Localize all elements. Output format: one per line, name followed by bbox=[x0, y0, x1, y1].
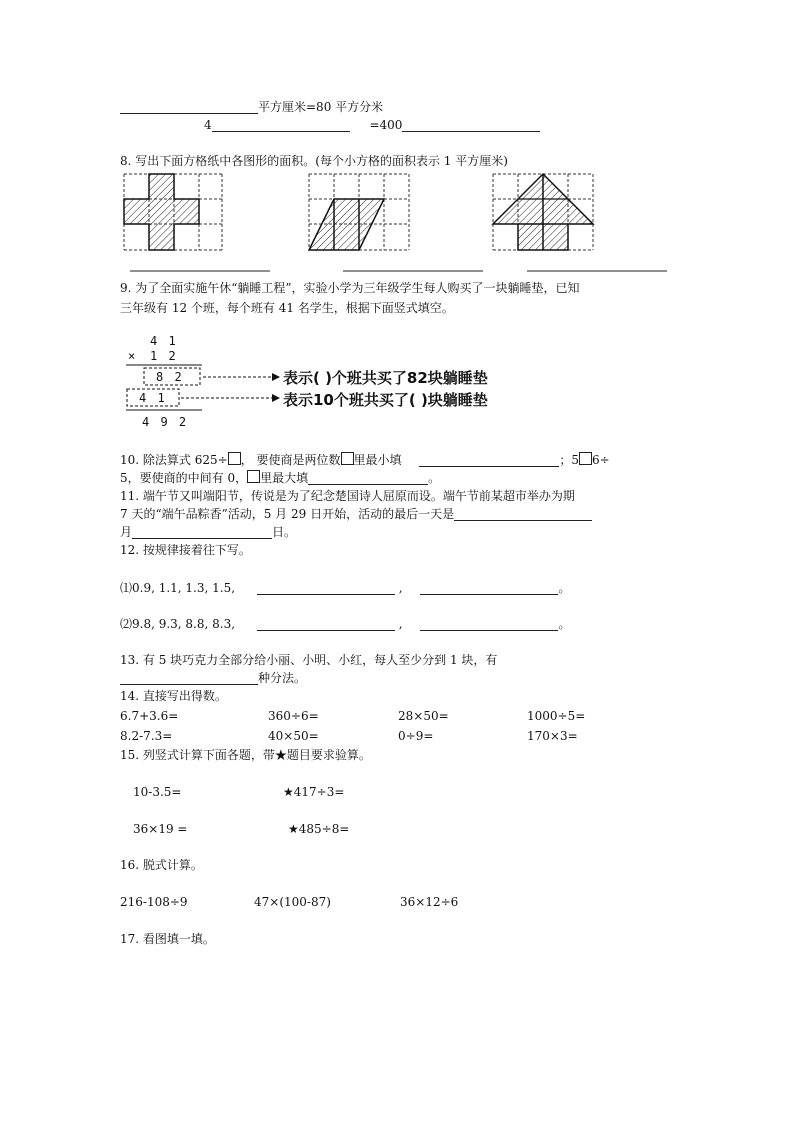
label-82: 表示( )个班共买了82块躺睡垫 bbox=[283, 369, 488, 387]
blank-box[interactable] bbox=[228, 452, 241, 465]
answer-blank[interactable] bbox=[454, 508, 592, 521]
q14-r2-c1: 8.2-7.3= bbox=[120, 729, 173, 743]
vertical-op: × bbox=[128, 349, 138, 363]
answer-blank[interactable] bbox=[308, 472, 428, 485]
q10-text-g: 里最大填 bbox=[260, 471, 309, 485]
q9-line-2: 三年级有 12 个班，每个班有 41 名学生，根据下面竖式填空。 bbox=[120, 301, 454, 315]
q10-text-h: 。 bbox=[428, 471, 441, 485]
vertical-result: 4 9 2 bbox=[142, 415, 189, 429]
q10-text-c: 里最小填 bbox=[353, 453, 402, 467]
answer-blank[interactable] bbox=[257, 618, 395, 631]
blank-box[interactable] bbox=[579, 452, 592, 465]
q10-text-f: 5，要使商的中间有 0， bbox=[120, 471, 248, 485]
comma: , bbox=[398, 581, 403, 595]
q16-b: 47×(100-87) bbox=[254, 895, 331, 909]
answer-blank[interactable] bbox=[257, 582, 395, 595]
q14-title: 14. 直接写出得数。 bbox=[120, 689, 227, 703]
unit-text: 平方厘米=80 平方分米 bbox=[258, 100, 384, 114]
q13-text: 种分法。 bbox=[258, 671, 307, 685]
q13-line-2 bbox=[120, 671, 306, 685]
q9-line-1: 9. 为了全面实施午休“躺睡工程”，实验小学为三年级学生每人购买了一块躺睡垫，已知 bbox=[120, 281, 580, 295]
box-82: 8 2 bbox=[156, 370, 184, 384]
q14-r1-c3: 28×50= bbox=[398, 709, 449, 723]
period: 。 bbox=[558, 617, 571, 631]
q10-line-1 bbox=[120, 452, 610, 467]
q14-r1-c1: 6.7+3.6= bbox=[120, 709, 179, 723]
q16-c: 36×12÷6 bbox=[400, 895, 459, 909]
q10-text-a: 10. 除法算式 625÷ bbox=[120, 453, 228, 467]
q14-r2-c2: 40×50= bbox=[268, 729, 319, 743]
q16-a: 216-108÷9 bbox=[120, 895, 188, 909]
q16-title: 16. 脱式计算。 bbox=[120, 858, 203, 872]
q15-c: 36×19 = bbox=[133, 822, 188, 836]
seq-2-text: ⑵9.8, 9.3, 8.8, 8.3, bbox=[120, 617, 236, 631]
answer-blank[interactable] bbox=[419, 454, 559, 467]
q15-title: 15. 列竖式计算下面各题，带★题目要求验算。 bbox=[120, 748, 371, 762]
day-text: 日。 bbox=[272, 525, 297, 539]
answer-blank[interactable] bbox=[132, 526, 272, 539]
q15-b: ★417÷3= bbox=[283, 785, 345, 799]
q12-seq-1 bbox=[120, 581, 570, 595]
q10-line-2 bbox=[120, 470, 440, 485]
q11-text: 7 天的“端午品粽香”活动，5 月 29 日开始，活动的最后一天是 bbox=[120, 507, 455, 521]
q14-r2-c3: 0÷9= bbox=[398, 729, 434, 743]
q11-line-1: 11. 端午节又叫端阳节，传说是为了纪念楚国诗人屈原而设。端午节前某超市举办为期 bbox=[120, 489, 575, 503]
q10-text-e: 6÷ bbox=[592, 453, 610, 467]
q13-line-1: 13. 有 5 块巧克力全部分给小丽、小明、小红，每人至少分到 1 块，有 bbox=[120, 653, 498, 667]
vertical-row-2: 1 2 bbox=[150, 349, 178, 363]
q15-a: 10-3.5= bbox=[133, 785, 182, 799]
q14-r1-c4: 1000÷5= bbox=[527, 709, 586, 723]
q8-text: 8. 写出下面方格纸中各图形的面积。(每个小方格的面积表示 1 平方厘米) bbox=[120, 154, 508, 168]
label-10-classes: 表示10个班共买了( )块躺睡垫 bbox=[283, 391, 488, 409]
q12-title: 12. 按规律接着往下写。 bbox=[120, 543, 251, 557]
vertical-row-1: 4 1 bbox=[150, 334, 178, 348]
q14-r1-c2: 360÷6= bbox=[268, 709, 319, 723]
period: 。 bbox=[558, 581, 571, 595]
box-41: 4 1 bbox=[139, 391, 167, 405]
q14-r2-c4: 170×3= bbox=[527, 729, 578, 743]
q15-d: ★485÷8= bbox=[288, 822, 350, 836]
answer-blank[interactable] bbox=[420, 582, 558, 595]
q12-seq-2 bbox=[120, 617, 570, 631]
answer-blank[interactable] bbox=[420, 618, 558, 631]
month-text: 月 bbox=[120, 525, 133, 539]
comma: , bbox=[398, 617, 403, 631]
blank-box[interactable] bbox=[247, 470, 260, 483]
q10-text-b: ， 要使商是两位数 bbox=[240, 453, 341, 467]
seq-1-text: ⑴0.9, 1.1, 1.3, 1.5, bbox=[120, 581, 236, 595]
q17-title: 17. 看图填一填。 bbox=[120, 932, 215, 946]
blank-box[interactable] bbox=[341, 452, 354, 465]
q10-text-d: ；5 bbox=[559, 453, 579, 467]
q11-line-2 bbox=[120, 507, 592, 521]
answer-blank[interactable] bbox=[120, 672, 258, 685]
number-4: 4 bbox=[204, 118, 212, 132]
eq-400: =400 bbox=[369, 118, 403, 132]
q11-line-3 bbox=[120, 525, 296, 539]
